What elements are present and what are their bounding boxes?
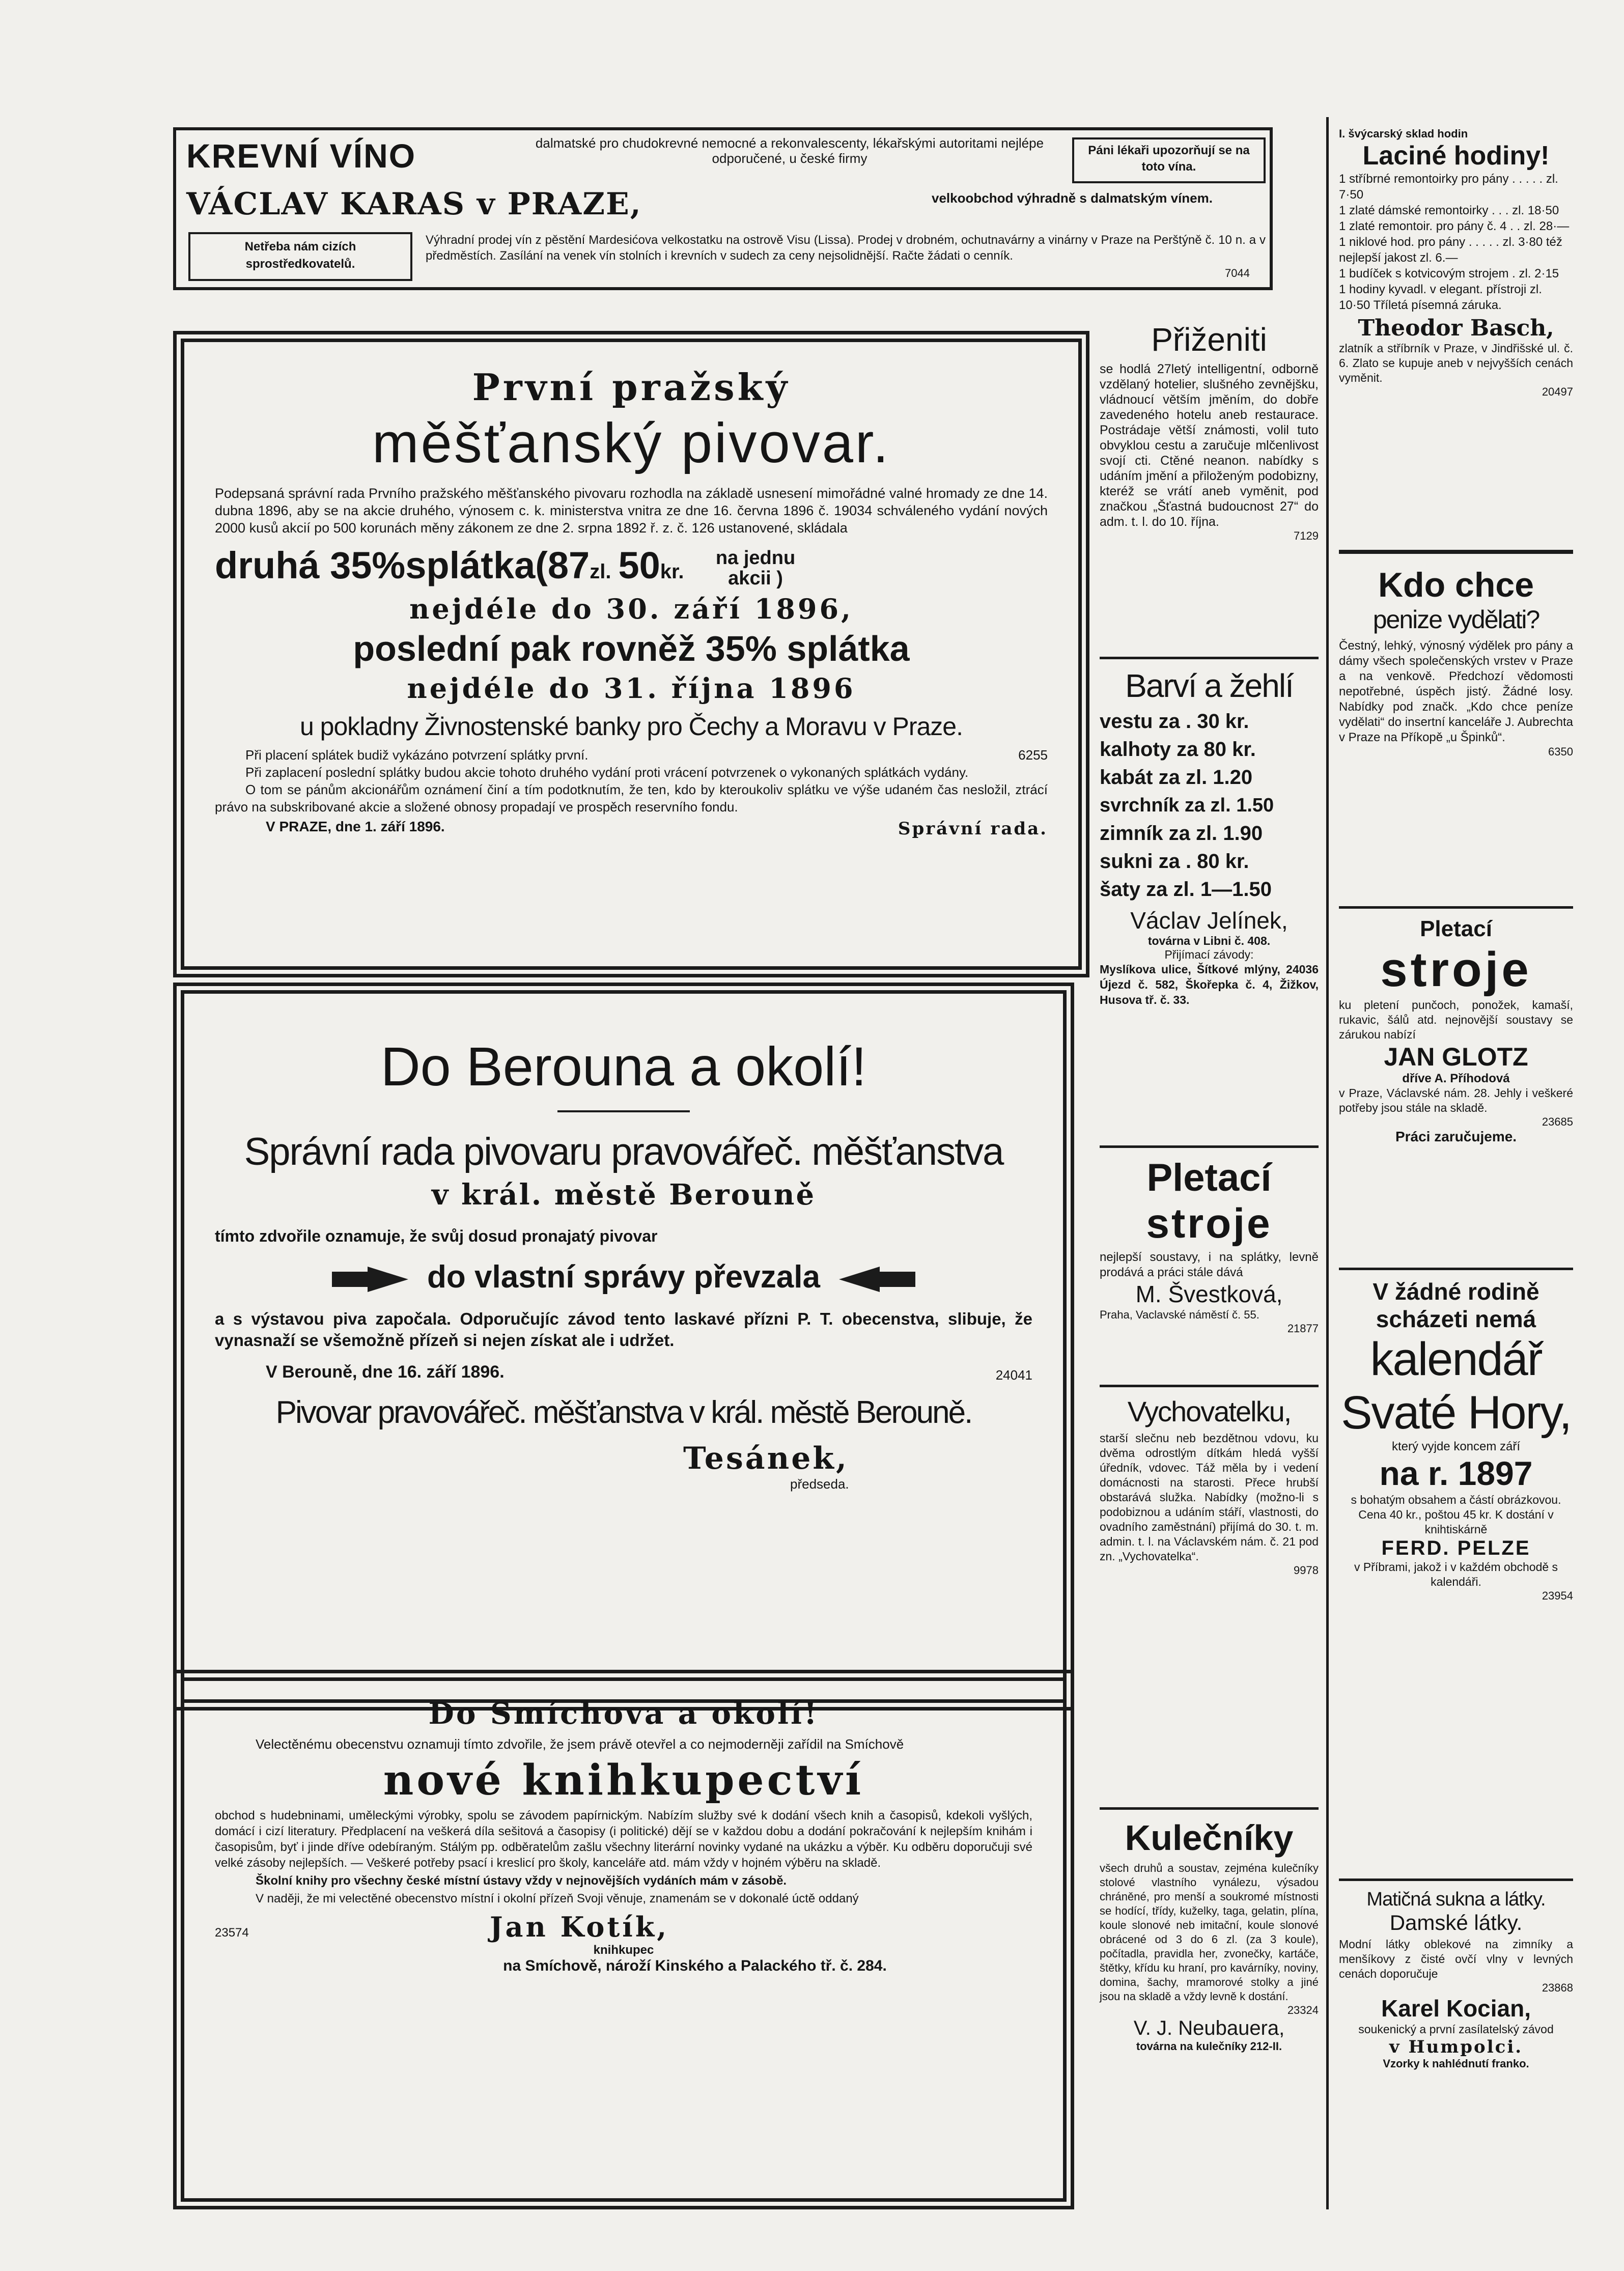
governess-ad	[1100, 1395, 1319, 1577]
watches-header: I. švýcarský sklad hodin	[1339, 127, 1468, 140]
brewery-prague-note3: O tom se pánům akcionářům oznámení činí a tím podotknutím, že ten, kdo by kteroukoliv splátku ve výše udaném čas nesložil, ztrácí právo na subskribované akcie a složené obnosy propadají ve prospěch reservního fondu.	[215, 782, 1048, 815]
money-title1: Kdo chce	[1378, 566, 1534, 604]
brewery-prague-title2: měšťanský pivovar.	[372, 412, 891, 474]
calendar-body2: s bohatým obsahem a částí obrázkovou. Cena 40 kr., poštou 45 kr. K dostání v knihtiskárně	[1351, 1493, 1561, 1536]
brewery-prague-title1: První pražský	[472, 366, 791, 409]
beroun-divider	[557, 1110, 690, 1112]
watches-item: 1 zlaté dámské remontoirky . . . zl. 18·50	[1339, 204, 1559, 217]
brewery-prague-line4: nejdéle do 31. října 1896	[407, 672, 856, 705]
cloth-ad	[1339, 1889, 1573, 2070]
beroun-body: a s výstavou piva započala. Odporučujíc závod tento laskavé přízni P. T. obecenstva, slibuje, že vynasnaží se všemožně přízeň si nejen získat ale i udržet.	[215, 1309, 1032, 1350]
newspaper-page	[153, 117, 1578, 2214]
watches-item: 1 budíček s kotvicovým strojem . zl. 2·15	[1339, 267, 1559, 281]
calendar-title2: scházeti nemá	[1376, 1306, 1536, 1332]
watches-name: Theodor Basch,	[1358, 315, 1554, 341]
billiards-number: 23324	[1287, 2004, 1319, 2016]
bookshop-number: 23574	[215, 1926, 249, 1940]
beroun-sub2: v král. městě Berouně	[431, 1178, 816, 1212]
calendar-publisher: FERD. PELZE	[1381, 1537, 1531, 1559]
knitting1-address: Praha, Vaclavské náměstí č. 55.	[1100, 1308, 1259, 1321]
dyer-item: sukni za . 80 kr.	[1100, 850, 1249, 873]
cloth-number: 23868	[1542, 1981, 1573, 1994]
watches-item: 1 zlaté remontoir. pro pány č. 4 . . zl. 28·—	[1339, 219, 1570, 233]
wine-ad-title: KREVNÍ VÍNO	[186, 137, 416, 175]
wine-ad-body: Výhradní prodej vín z pěstění Mardesićova velkostatku na ostrově Visu (Lissa). Prodej v drobném, ochutnavárny a vinárny v Praze na Perštýně č. 10 n. a v předměstích. Zasílání na venek vín stolních i krevních v sudech za ceny nejsolidnější. Račte žádati o cenník.	[426, 233, 1266, 263]
beroun-title: Do Berouna a okolí!	[380, 1035, 867, 1097]
brewery-prague-line1	[215, 544, 1048, 588]
bookshop-p2: Školní knihy pro všechny české místní ústavy vždy v nejnovějších vydáních mám v zásobě.	[256, 1874, 787, 1888]
beroun-name: Tesánek,	[683, 1441, 849, 1476]
cloth-body2: soukenický a první zasílatelský závod	[1358, 2023, 1554, 2036]
marriage-ad	[1100, 321, 1319, 543]
bookshop-p3: V naději, že mi velectěné obecenstvo místní i okolní přízeň Svoji věnuje, znamenám se v dokonalé úctě oddaný	[256, 1892, 859, 1905]
beroun-ad	[173, 983, 1074, 1711]
beroun-sub1: Správní rada pivovaru pravovářeč. měšťanstva	[244, 1130, 1003, 1173]
brewery-prague-date: V PRAZE, dne 1. září 1896.	[266, 819, 445, 835]
watches-item: 1 stříbrné remontoirky pro pány . . . . . zl. 7·50	[1339, 172, 1558, 202]
cloth-title2: Damské látky.	[1389, 1911, 1523, 1934]
marriage-number: 7129	[1294, 529, 1319, 542]
watches-body: zlatník a stříbrník v Praze, v Jindřišské ul. č. 6. Zlato se kupuje aneb v nejvyšších cenách vyměnit.	[1339, 342, 1573, 384]
bookshop-ad	[173, 1670, 1074, 2209]
knitting2-ad	[1339, 916, 1573, 1145]
beroun-headline-row	[215, 1259, 1032, 1295]
brewery-prague-line2: nejdéle do 30. září 1896,	[409, 593, 853, 626]
wine-ad	[173, 127, 1273, 290]
middle-column	[1100, 321, 1319, 2204]
calendar-year: na r. 1897	[1379, 1454, 1533, 1492]
cloth-title1: Matičná sukna a látky.	[1366, 1889, 1546, 1910]
beroun-intro: tímto zdvořile oznamuje, že svůj dosud pronajatý pivovar	[215, 1227, 658, 1245]
watches-ad	[1339, 127, 1573, 399]
wine-ad-firm-note: velkoobchod výhradně s dalmatským vínem.	[932, 190, 1213, 206]
brewery-prague-line1a: druhá 35%splátka(87	[215, 544, 590, 586]
wine-ad-firm: VÁCLAV KARAS v PRAZE,	[186, 186, 642, 222]
knitting1-number: 21877	[1287, 1322, 1319, 1335]
dyer-item: zimník za zl. 1.90	[1100, 822, 1263, 845]
pointing-hand-left-icon	[839, 1267, 915, 1292]
knitting2-address: v Praze, Václavské nám. 28. Jehly i veškeré potřeby jsou stále na skladě.	[1339, 1086, 1573, 1114]
bookshop-headline: nové knihkupectví	[383, 1756, 864, 1805]
billiards-body: všech druhů a soustav, zejména kulečníky stolové vlastního vynálezu, výsadou chráněné, pro menší a soukromé místnosti se hodící, třídy, kuželky, taga, gelatin, plína, koule slonové neb imitační, koule slonové obrácené od 3 do 6 zl. (za 3 koule), počítadla, pravidla her, zvonečky, kartáče, štětky, křídu ku hraní, pro kavárníky, noviny, domina, šachy, mramorové stolky a jiné jsou na skladě a vždy levně k dostání.	[1100, 1862, 1319, 2003]
beroun-role: předseda.	[790, 1476, 849, 1492]
bookshop-p1: obchod s hudebninami, uměleckými výrobky, spolu se závodem papírnickým. Nabízím služby své k dodání všech knih a časopisů, kdekoli vyšlých, domácí i cizí literatury. Předplacení na veškerá díla sešitová a časopisy (i politické) dějí se v každou dobu a dodání pokračování k nejlepším knihám i časopisům, byť i jinde dříve odebíraným. Stálým pp. odběratelům zašlu všechny literární novinky vydané na ukázku a výběr. Ku odběru doporučuji své velké zásoby nejlepších. — Veškeré potřeby psací i kreslicí pro školy, kanceláře atd. mám vždy v hojném výběru na skladě.	[215, 1809, 1032, 1870]
money-body: Čestný, lehký, výnosný výdělek pro pány a dámy všech společenských vrstev v Praze a na venkově. Předchozí vědomosti nepotřebné, úspěch jistý. Žádné losy. Nabídky pod značk. „Kdo chce peníze vydělati“ do insertní kanceláře J. Aubrechta v Praze na Příkopě „u Špinků“.	[1339, 639, 1573, 744]
knitting2-formerly: dříve A. Příhodová	[1402, 1072, 1510, 1085]
brewery-prague-note2: Při zaplacení poslední splátky budou akcie tohoto druhého vydání proti vrácení potvrzenek o vykonaných splátkách vydány.	[245, 765, 969, 780]
wine-ad-desc: dalmatské pro chudokrevné nemocné a rekonvalescenty, lékařskými autoritami nejlépe odporučené, u české firmy	[535, 135, 1044, 166]
billiards-factory: továrna na kulečníky 212-II.	[1136, 2040, 1282, 2053]
divider	[1100, 657, 1319, 659]
column-separator	[1326, 117, 1329, 2209]
bookshop-address: na Smíchově, nároží Kinského a Palackého tř. č. 284.	[503, 1957, 887, 1974]
dyer-item: svrchník za zl. 1.50	[1100, 795, 1274, 816]
calendar-ad	[1339, 1278, 1573, 1603]
dyer-factory: továrna v Libni č. 408.	[1147, 934, 1271, 947]
dyer-name: Václav Jelínek,	[1130, 907, 1288, 934]
knitting1-body: nejlepší soustavy, i na splátky, levně prodává a práci stále dává	[1100, 1250, 1319, 1279]
cloth-body: Modní látky oblekové na zimníky a menšíkovy z čisté ovčí vlny v levných cenách doporučuje	[1339, 1938, 1573, 1980]
marriage-body: se hodlá 27letý intelligentní, odborně vzdělaný hotelier, slušného zevnějšku, vládnoucí větším jměním, do dobře zavedeného hotelu aneb restaurace. Postrádaje větší známosti, volil tuto obvyklou cestu a zaručuje mlčenlivost svojí cti. Ctěné neanon. nabídky s udáním jmění a přiloženým podobizny, kteréž se vrátí aneb vyměnit, pod značkou „Šťastná budoucnost 27“ do adm. t. l. do 10. října.	[1100, 362, 1319, 529]
brewery-prague-note1-num: 6255	[1018, 747, 1048, 763]
brewery-prague-note1: Při placení splátek budiž vykázáno potvrzení splátky první.	[245, 747, 589, 763]
dyer-item: šaty za zl. 1—1.50	[1100, 878, 1272, 901]
dyer-item: kabát za zl. 1.20	[1100, 766, 1253, 789]
governess-body: starší slečnu neb bezdětnou vdovu, ku dvěma odrostlým dítkám hledá vyšší úředník, vdovec. Táž měla by i vedení domácnosti na starosti. Přece hrubší obstarává služka. Nabídky (možno-li s podobiznou a udáním stáří, vlastnosti, do ovadního zaměstnání) přijímá do 30. t. m. admin. t. l. na Václavském nám. č. 21 pod zn. „Vychovatelka“.	[1100, 1432, 1319, 1563]
calendar-title4: Svaté Hory,	[1341, 1387, 1571, 1439]
money-number: 6350	[1548, 745, 1573, 758]
billiards-ad	[1100, 1817, 1319, 2053]
billiards-name: V. J. Neubauera,	[1133, 2017, 1285, 2039]
billiards-title: Kulečníky	[1125, 1818, 1294, 1858]
knitting1-title2: stroje	[1146, 1200, 1272, 1247]
beroun-date: V Berouně, dne 16. září 1896.	[266, 1362, 505, 1382]
knitting2-body: ku pletení punčoch, ponožek, kamaší, rukavic, šálů atd. nejnovější soustavy se zárukou nabízí	[1339, 998, 1573, 1041]
divider	[1339, 550, 1573, 554]
divider	[1100, 1385, 1319, 1387]
money-title2: penize vydělati?	[1373, 605, 1539, 634]
calendar-title3: kalendář	[1370, 1333, 1542, 1385]
divider	[1100, 1807, 1319, 1810]
brewery-prague-line1b: zl.	[590, 560, 611, 583]
watches-item: 1 hodiny kyvadl. v elegant. přístroji zl. 10·50 Tříletá písemná záruka.	[1339, 283, 1542, 312]
dyer-accepting: Přijímací závody:	[1164, 948, 1254, 961]
watches-number: 20497	[1542, 385, 1573, 398]
divider	[1339, 1268, 1573, 1270]
beroun-number: 24041	[995, 1367, 1032, 1383]
brewery-prague-note1-row	[215, 746, 1048, 764]
cloth-town: v Humpolci.	[1389, 2037, 1523, 2057]
calendar-title1: V žádné rodině	[1373, 1278, 1539, 1305]
bookshop-role: knihkupec	[593, 1943, 654, 1957]
brewery-prague-line1e: na jednu akcii )	[715, 547, 796, 590]
dyer-title: Barví a žehlí	[1125, 667, 1293, 704]
bookshop-title: Do Smíchova a okolí!	[428, 1696, 819, 1731]
wine-ad-warning: Páni lékaři upozorňují se na toto vína.	[1072, 137, 1266, 183]
dyer-item: vestu za . 30 kr.	[1100, 710, 1249, 733]
calendar-body1: který vyjde koncem září	[1391, 1440, 1521, 1453]
wine-ad-no-agents: Netřeba nám cizích sprostředkovatelů.	[188, 232, 412, 281]
beroun-headline: do vlastní správy převzala	[427, 1259, 820, 1295]
right-column	[1339, 127, 1573, 2209]
watches-title: Laciné hodiny!	[1362, 141, 1550, 171]
brewery-prague-ad	[173, 331, 1089, 977]
brewery-prague-line5: u pokladny Živnostenské banky pro Čechy a Moravu v Praze.	[299, 712, 963, 741]
dyer-branches: Myslíkova ulice, Šítkové mlýny, 24036 Újezd č. 582, Škořepka č. 4, Žižkov, Husova tř. č. 33.	[1100, 963, 1319, 1006]
knitting2-title2: stroje	[1380, 942, 1532, 997]
cloth-footer: Vzorky k nahlédnutí franko.	[1383, 2057, 1529, 2070]
wine-ad-number: 7044	[1225, 267, 1250, 279]
brewery-prague-line1c: 50	[618, 544, 660, 586]
beroun-sign: Pivovar pravovářeč. měšťanstva v král. městě Berouně.	[275, 1395, 972, 1430]
knitting1-name: M. Švestková,	[1135, 1281, 1283, 1307]
brewery-prague-signature-row	[215, 819, 1048, 839]
brewery-prague-intro: Podepsaná správní rada Prvního pražského měšťanského pivovaru rozhodla na základě usnesení mimořádné valné hromady ze dne 14. dubna 1896, aby se na akcie druhého, výnosem c. k. ministerstva vnitra ze dne 16. června 1896 č. 19034 schváleného vydání nových 2000 kusů akcií po 500 korunách měny zákonem ze dne 2. srpna 1892 ř. z. č. 126 ustanovené, skládala	[215, 486, 1048, 536]
divider	[1100, 1145, 1319, 1148]
dyer-ad	[1100, 667, 1319, 1007]
knitting1-title1: Pletací	[1146, 1156, 1272, 1199]
divider	[1339, 1879, 1573, 1881]
governess-title: Vychovatelku,	[1127, 1395, 1291, 1427]
money-ad	[1339, 565, 1573, 759]
governess-number: 9978	[1294, 1564, 1319, 1577]
dyer-item: kalhoty za 80 kr.	[1100, 738, 1256, 761]
brewery-prague-sign: Správní rada.	[898, 819, 1048, 839]
divider	[1339, 906, 1573, 909]
knitting2-guarantee: Práci zaručujeme.	[1395, 1129, 1517, 1144]
calendar-number: 23954	[1542, 1589, 1573, 1602]
knitting2-number: 23685	[1542, 1115, 1573, 1128]
bookshop-intro: Velectěnému obecenstvu oznamuji tímto zdvořile, že jsem právě otevřel a co nejmoderněji zařídil na Smíchově	[256, 1736, 904, 1752]
beroun-date-row	[215, 1362, 1032, 1382]
knitting2-name: JAN GLOTZ	[1384, 1043, 1528, 1071]
bookshop-sign-row	[215, 1911, 1032, 1943]
pointing-hand-right-icon	[332, 1267, 408, 1292]
knitting1-ad	[1100, 1156, 1319, 1335]
cloth-name: Karel Kocian,	[1381, 1995, 1531, 2022]
brewery-prague-line3: poslední pak rovněž 35% splátka	[353, 629, 910, 669]
calendar-body3: v Příbrami, jakož i v každém obchodě s kalendáři.	[1354, 1560, 1558, 1588]
bookshop-name: Jan Kotík,	[490, 1911, 669, 1943]
knitting2-title1: Pletací	[1420, 916, 1492, 941]
brewery-prague-line1d: kr.	[660, 560, 684, 583]
watches-item: 1 niklové hod. pro pány . . . . . zl. 3·80 též nejlepší jakost zl. 6.—	[1339, 235, 1562, 265]
marriage-title: Přiženiti	[1151, 321, 1267, 358]
